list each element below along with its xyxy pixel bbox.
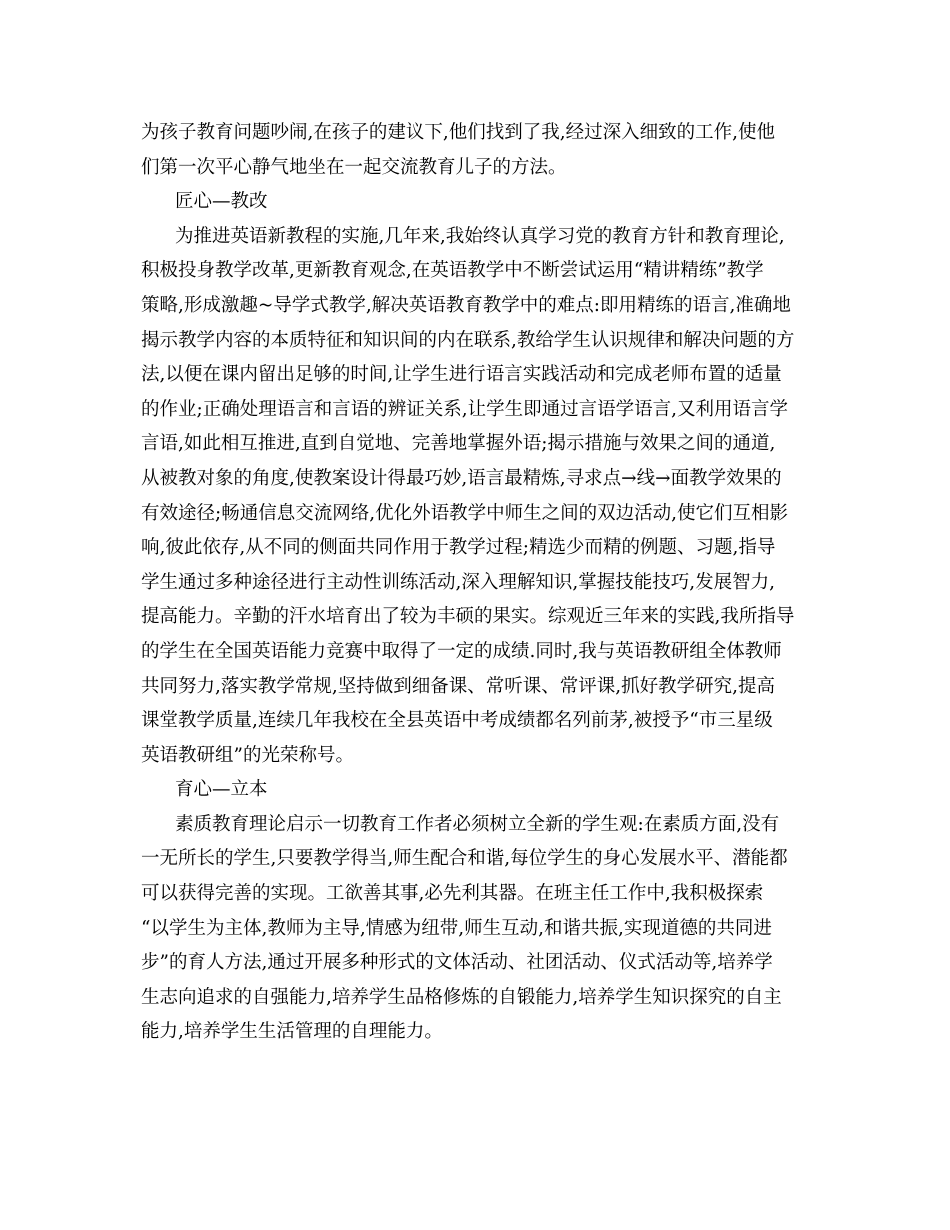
text-line: 们第一次平心静气地坐在一起交流教育儿子的方法。	[141, 156, 567, 178]
text-line: 揭示教学内容的本质特征和知识间的内在联系,教给学生认识规律和解决问题的方	[141, 329, 795, 351]
text-line: 学生通过多种途径进行主动性训练活动,深入理解知识,掌握技能技巧,发展智力,	[141, 571, 776, 593]
text-line: 步”的育人方法,通过开展多种形式的文体活动、社团活动、仪式活动等,培养学	[141, 952, 773, 974]
text-line: 育心—立本	[175, 779, 268, 801]
text-line: 积极投身教学改革,更新教育观念,在英语教学中不断尝试运用“精讲精练”教学	[141, 260, 764, 282]
text-line: 可以获得完善的实现。工欲善其事,必先利其器。在班主任工作中,我积极探索	[141, 883, 764, 905]
text-line: 提高能力。辛勤的汗水培育出了较为丰硕的果实。综观近三年来的实践,我所指导	[141, 606, 795, 628]
text-line: 生志向追求的自强能力,培养学生品格修炼的自锻能力,培养学生知识探究的自主	[141, 986, 782, 1008]
text-line: 的作业;正确处理语言和言语的辨证关系,让学生即通过言语学语言,又利用语言学	[141, 398, 788, 420]
text-line: 素质教育理论启示一切教育工作者必须树立全新的学生观:在素质方面,没有	[175, 813, 780, 835]
text-line: 能力,培养学生生活管理的自理能力。	[141, 1021, 443, 1043]
text-line: 从被教对象的角度,使教案设计得最巧妙,语言最精炼,寻求点→线→面教学效果的	[141, 467, 782, 489]
text-line: 为孩子教育问题吵闹,在孩子的建议下,他们找到了我,经过深入细致的工作,使他	[141, 122, 776, 143]
text-line: 有效途径;畅通信息交流网络,优化外语教学中师生之间的双边活动,使它们互相影	[141, 502, 788, 524]
text-line: 课堂教学质量,连续几年我校在全县英语中考成绩都名列前茅,被授予“市三星级	[141, 710, 773, 732]
text-line: 匠心—教改	[175, 191, 268, 213]
text-line: 响,彼此依存,从不同的侧面共同作用于教学过程;精选少而精的例题、习题,指导	[141, 537, 776, 559]
text-line: 英语教研组”的光荣称号。	[141, 744, 354, 766]
text-line: 为推进英语新教程的实施,几年来,我始终认真学习党的教育方针和教育理论,	[175, 225, 785, 247]
text-line: 一无所长的学生,只要教学得当,师生配合和谐,每位学生的身心发展水平、潜能都	[141, 848, 788, 870]
text-line: 的学生在全国英语能力竞赛中取得了一定的成绩.同时,我与英语教研组全体教师	[141, 640, 782, 662]
document-body	[141, 116, 821, 1050]
text-line: “以学生为主体,教师为主导,情感为纽带,师生互动,和谐共振,实现道德的共同进	[141, 917, 772, 939]
text-line: 共同努力,落实教学常规,坚持做到细备课、常听课、常评课,抓好教学研究,提高	[141, 675, 776, 697]
text-line: 言语,如此相互推进,直到自觉地、完善地掌握外语;揭示措施与效果之间的通道,	[141, 433, 776, 455]
text-line: 策略,形成激趣~导学式教学,解决英语教育教学中的难点:即用精练的语言,准确地	[141, 294, 791, 316]
text-line: 法,以便在课内留出足够的时间,让学生进行语言实践活动和完成老师布置的适量	[141, 364, 782, 386]
